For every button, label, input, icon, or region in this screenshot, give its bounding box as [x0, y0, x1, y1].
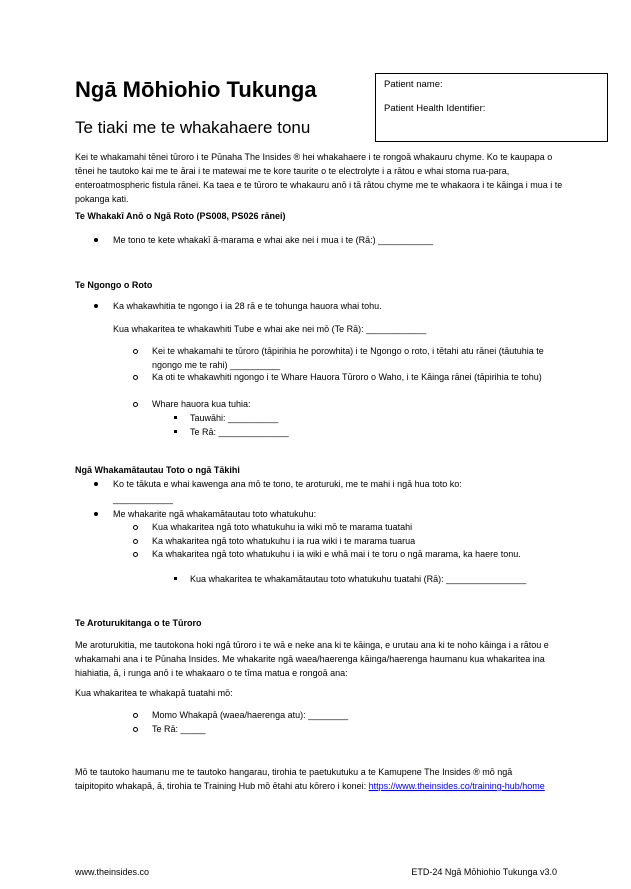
paragraph: Kua whakaritea te whakapā tuatahi mō:	[75, 688, 233, 698]
circle-bullet-icon	[133, 349, 138, 354]
list-item: Whare hauora kua tuhia:	[152, 399, 251, 409]
blank-line: ____________	[113, 494, 174, 504]
section-heading: Te Ngongo o Roto	[75, 280, 153, 290]
section-heading: Te Aroturukitanga o te Tūroro	[75, 618, 202, 628]
section-heading: Te Whakakī Anō o Ngā Roto (PS008, PS026 rānei)	[75, 211, 286, 221]
footer-doc-id: ETD-24 Ngā Mōhiohio Tukunga v3.0	[411, 867, 557, 877]
list-item: Ko te tākuta e whai kawenga ana mō te tono, te aroturuki, me te mahi i ngā hua toto ko:	[113, 479, 462, 489]
circle-bullet-icon	[133, 727, 138, 732]
closing-text: Mō te tautoko haumanu me te tautoko hangarau, tirohia te paetukutuku a te Kamupene The Insides ® mō ngā taipitopito whakapā, ā, tirohia te Training Hub mō ētahi atu kōrero i konei:	[75, 767, 513, 791]
list-item: Kua whakaritea ngā toto whatukuhu ia wiki mō te marama tuatahi	[152, 522, 413, 532]
square-bullet-icon	[174, 577, 177, 580]
training-hub-link[interactable]: https://www.theinsides.co/training-hub/home	[368, 781, 545, 791]
patient-info-box	[375, 73, 608, 142]
list-item: Kua whakaritea te whakamātautau toto whatukuhu tuatahi (Rā): ________________	[190, 574, 527, 584]
circle-bullet-icon	[133, 539, 138, 544]
list-item: Me whakarite ngā whakamātautau toto whatukuhu:	[113, 509, 317, 519]
page-title: Ngā Mōhiohio Tukunga	[75, 77, 317, 102]
circle-bullet-icon	[133, 552, 138, 557]
patient-id-label: Patient Health Identifier:	[384, 103, 486, 114]
section-heading: Ngā Whakamātautau Toto o ngā Tākihi	[75, 465, 240, 475]
bullet-icon	[94, 512, 98, 516]
bullet-icon	[94, 482, 98, 486]
list-item: Ka whakaritea ngā toto whatukuhu i ia rua wiki i te marama tuarua	[152, 536, 416, 546]
closing-paragraph	[75, 765, 550, 793]
list-item: Te Rā: _____	[152, 724, 206, 734]
list-item: Momo Whakapā (waea/haerenga atu): ________	[152, 710, 349, 720]
circle-bullet-icon	[133, 525, 138, 530]
bullet-icon	[94, 238, 98, 242]
list-item: Te Rā: ______________	[190, 427, 289, 437]
square-bullet-icon	[174, 416, 177, 419]
bullet-icon	[94, 304, 98, 308]
list-item: Ka whakaritea ngā toto whatukuhu i ia wiki e whā mai i te toru o ngā marama, ka haere tonu.	[152, 549, 521, 559]
paragraph: Me aroturukitia, me tautokona hoki ngā tūroro i te wā e neke ana ki te kāinga, e urutau ana ki te noho kāinga i a rātou e whakamahi ana i te Pūnaha Insides. Me whakarite ngā waea/haerenga kāinga/haerenga haumanu kua whakaritea ina hiahiatia, ā, i runga anō i te whakaaro o te tīma matua e rongoā ana:	[75, 640, 549, 678]
circle-bullet-icon	[133, 713, 138, 718]
square-bullet-icon	[174, 430, 177, 433]
circle-bullet-icon	[133, 402, 138, 407]
list-item: Ka oti te whakawhiti ngongo i te Whare Hauora Tūroro o Waho, i te Kāinga rānei (tāpirihia te tohu)	[152, 372, 542, 382]
page-subtitle: Te tiaki me te whakahaere tonu	[75, 118, 311, 137]
list-item: Kei te whakamahi te tūroro (tāpirihia he porowhita) i te Ngongo o roto, i tētahi atu rānei (tāutuhia te ngongo me te rahi) __________	[152, 346, 544, 370]
list-item: Tauwāhi: __________	[190, 413, 279, 423]
footer-website: www.theinsides.co	[75, 867, 150, 877]
intro-paragraph: Kei te whakamahi tēnei tūroro i te Pūnaha The Insides ® hei whakahaere i te rongoā whakauru chyme. Ko te kaupapa o tēnei he tautoko kai me te ārai i te matewai me te kore taurite o te electrolyte i a rātou e whai stoma rua-para, enteroatmospheric fistula rānei. Ka taea e te tūroro te whakauru anō i tā rātou chyme me te whakaora i te kāinga i mua i te pokanga kati.	[75, 152, 563, 204]
list-item: Me tono te kete whakakī ā-marama e whai ake nei i mua i te (Rā:) ___________	[113, 235, 434, 245]
list-text: Kua whakaritea te whakawhiti Tube e whai ake nei mō (Te Rā): ____________	[113, 324, 427, 334]
circle-bullet-icon	[133, 375, 138, 380]
patient-name-label: Patient name:	[384, 79, 443, 90]
list-item: Ka whakawhitia te ngongo i ia 28 rā e te tohunga hauora whai tohu.	[113, 301, 382, 311]
